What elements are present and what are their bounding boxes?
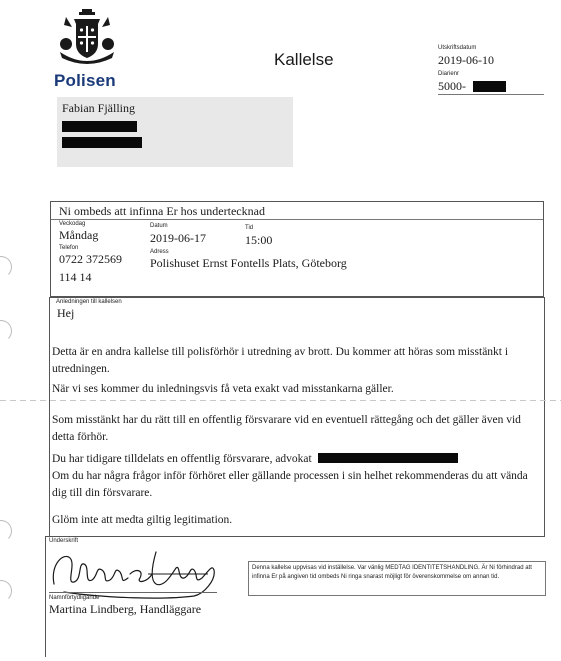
recipient-name: Fabian Fjälling — [62, 101, 135, 115]
header-rule — [438, 94, 544, 95]
punch-hole-4 — [0, 580, 12, 602]
signature-label: Underskrift — [49, 538, 79, 544]
date-value: 2019-06-17 — [150, 231, 206, 245]
police-logo — [52, 8, 122, 90]
notice-text: Denna kallelse uppvisas vid inställelse. Var vänlig MEDTAG IDENTITETSHANDLING. Är Ni förhindrad att infinna Er på angiven tid ombeds Ni ringa snarast möjligt för överenskommelse om annan tid. — [252, 565, 532, 580]
summons-heading: Ni ombeds att infinna Er hos undertecknad — [59, 204, 265, 218]
summons-heading-rule — [51, 219, 543, 220]
weekday-value: Måndag — [59, 228, 99, 242]
time-value: 15:00 — [245, 233, 273, 247]
case-number-redaction — [473, 81, 506, 92]
reason-paragraph-4-text: Du har tidigare tilldelats en offentlig försvarare, advokat — [52, 453, 312, 465]
reason-body-2 — [52, 412, 530, 502]
reason-paragraph-1: Detta är en andra kallelse till polisförhör i utredning av brott. Du kommer att höras som misstänkt i utredningen. — [52, 346, 509, 375]
date-label: Datum — [150, 223, 168, 229]
punch-hole-2 — [0, 320, 12, 342]
crest-icon — [52, 8, 122, 68]
reason-body — [52, 344, 530, 398]
phone-label: Telefon — [59, 245, 79, 251]
case-number: 5000- — [438, 79, 466, 93]
document-title: Kallelse — [274, 50, 334, 69]
address-value: Polishuset Ernst Fontells Plats, Göteborg — [150, 256, 347, 270]
reason-paragraph-3: Som misstänkt har du rätt till en offentlig försvarare vid en eventuell rättegång och det gäller även vid detta förhör. — [52, 414, 521, 443]
punch-hole-1 — [0, 256, 12, 278]
signer-name: Martina Lindberg, Handläggare — [49, 602, 202, 616]
reason-paragraph-4 — [52, 451, 530, 468]
punch-hole-3 — [0, 520, 12, 542]
print-date-label: Utskriftsdatum — [438, 45, 477, 51]
time-label: Tid — [245, 225, 254, 231]
recipient-redaction-1 — [62, 121, 137, 132]
extra-number: 114 14 — [59, 270, 92, 284]
reason-paragraph-2: När vi ses kommer du inledningsvis få veta exakt vad misstankarna gäller. — [52, 383, 394, 395]
phone-value: 0722 372569 — [59, 252, 122, 266]
print-date: 2019-06-10 — [438, 53, 494, 67]
name-clarification-label: Namnförtydligande — [49, 595, 100, 601]
reason-greeting: Hej — [57, 306, 75, 320]
reason-closing: Glöm inte att medta giltig legitimation. — [52, 514, 233, 526]
reason-paragraph-5: Om du har några frågor inför förhöret eller gällande processen i sin helhet rekommenderas du att vända dig till din försvarare. — [52, 470, 528, 499]
weekday-label: Veckodag — [59, 221, 86, 227]
scan-artifact-line — [0, 400, 561, 401]
signature-rule — [49, 592, 217, 593]
lawyer-name-redaction — [318, 453, 458, 463]
recipient-redaction-2 — [62, 137, 142, 148]
address-label: Adress — [150, 249, 169, 255]
reason-label: Anledningen till kallelsen — [56, 299, 122, 305]
case-number-label: Diarienr — [438, 71, 460, 77]
org-name: Polisen — [54, 71, 116, 90]
